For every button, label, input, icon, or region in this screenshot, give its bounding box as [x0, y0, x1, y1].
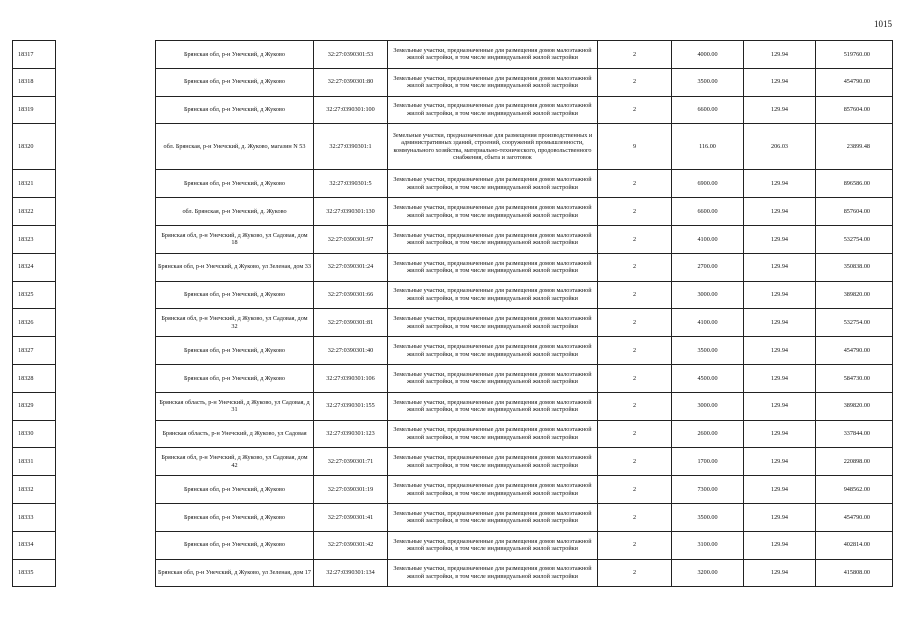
cadastral-number-cell: 32:27:0390301:5	[314, 170, 388, 198]
specific-value-cell: 129.94	[744, 531, 816, 559]
cadastral-value-cell: 402814.00	[816, 531, 893, 559]
area-cell: 1700.00	[672, 448, 744, 476]
cadastral-number-cell: 32:27:0390301:66	[314, 281, 388, 309]
address-cell: Брянская обл, р-н Унечский, д Жуково	[156, 476, 314, 504]
group-number-cell: 2	[598, 96, 672, 124]
land-use-cell: Земельные участки, предназначенные для размещения домов малоэтажной жилой застройки, в том числе индивидуальной жилой застройки	[388, 503, 598, 531]
cadastral-number-cell: 32:27:0390301:106	[314, 364, 388, 392]
land-use-cell: Земельные участки, предназначенные для размещения домов малоэтажной жилой застройки, в том числе индивидуальной жилой застройки	[388, 337, 598, 365]
group-number-cell: 2	[598, 281, 672, 309]
blank-cell	[56, 281, 156, 309]
cadastral-value-cell: 389820.00	[816, 392, 893, 420]
blank-cell	[56, 392, 156, 420]
table-row	[13, 96, 893, 124]
cadastral-value-cell: 948562.00	[816, 476, 893, 504]
group-number-cell: 2	[598, 198, 672, 226]
group-number-cell: 2	[598, 392, 672, 420]
area-cell: 6600.00	[672, 198, 744, 226]
row-number-cell: 18330	[13, 420, 56, 448]
group-number-cell: 2	[598, 364, 672, 392]
area-cell: 3200.00	[672, 559, 744, 587]
specific-value-cell: 129.94	[744, 170, 816, 198]
table-row	[13, 559, 893, 587]
land-use-cell: Земельные участки, предназначенные для размещения домов малоэтажной жилой застройки, в том числе индивидуальной жилой застройки	[388, 41, 598, 69]
blank-cell	[56, 420, 156, 448]
address-cell: Брянская обл, р-н Унечский, д Жуково	[156, 364, 314, 392]
row-number-cell: 18320	[13, 124, 56, 170]
area-cell: 4100.00	[672, 309, 744, 337]
cadastral-number-cell: 32:27:0390301:97	[314, 225, 388, 253]
specific-value-cell: 129.94	[744, 225, 816, 253]
specific-value-cell: 129.94	[744, 364, 816, 392]
cadastral-value-cell: 23899.48	[816, 124, 893, 170]
cadastral-value-table	[12, 40, 893, 587]
group-number-cell: 2	[598, 337, 672, 365]
address-cell: Брянская обл, р-н Унечский, д Жуково, ул Садовая, дом 42	[156, 448, 314, 476]
table-row	[13, 448, 893, 476]
land-use-cell: Земельные участки, предназначенные для размещения домов малоэтажной жилой застройки, в том числе индивидуальной жилой застройки	[388, 225, 598, 253]
cadastral-value-cell: 454790.00	[816, 503, 893, 531]
blank-cell	[56, 531, 156, 559]
row-number-cell: 18318	[13, 68, 56, 96]
table-row	[13, 531, 893, 559]
group-number-cell: 2	[598, 225, 672, 253]
area-cell: 3000.00	[672, 281, 744, 309]
land-use-cell: Земельные участки, предназначенные для размещения домов малоэтажной жилой застройки, в том числе индивидуальной жилой застройки	[388, 309, 598, 337]
address-cell: Брянская обл, р-н Унечский, д Жуково	[156, 337, 314, 365]
table-row	[13, 364, 893, 392]
group-number-cell: 2	[598, 448, 672, 476]
specific-value-cell: 129.94	[744, 41, 816, 69]
table-row	[13, 68, 893, 96]
area-cell: 2600.00	[672, 420, 744, 448]
row-number-cell: 18321	[13, 170, 56, 198]
group-number-cell: 2	[598, 503, 672, 531]
address-cell: Брянская обл, р-н Унечский, д Жуково	[156, 41, 314, 69]
cadastral-value-cell: 532754.00	[816, 309, 893, 337]
cadastral-value-cell: 532754.00	[816, 225, 893, 253]
area-cell: 116.00	[672, 124, 744, 170]
table-row	[13, 309, 893, 337]
land-use-cell: Земельные участки, предназначенные для размещения домов малоэтажной жилой застройки, в том числе индивидуальной жилой застройки	[388, 476, 598, 504]
cadastral-value-cell: 350838.00	[816, 253, 893, 281]
row-number-cell: 18332	[13, 476, 56, 504]
address-cell: Брянская обл, р-н Унечский, д Жуково, ул Садовая, дом 18	[156, 225, 314, 253]
table-row	[13, 281, 893, 309]
group-number-cell: 2	[598, 309, 672, 337]
row-number-cell: 18317	[13, 41, 56, 69]
cadastral-number-cell: 32:27:0390301:24	[314, 253, 388, 281]
row-number-cell: 18326	[13, 309, 56, 337]
cadastral-value-cell: 389820.00	[816, 281, 893, 309]
specific-value-cell: 129.94	[744, 309, 816, 337]
cadastral-number-cell: 32:27:0390301:81	[314, 309, 388, 337]
blank-cell	[56, 124, 156, 170]
specific-value-cell: 129.94	[744, 392, 816, 420]
blank-cell	[56, 503, 156, 531]
cadastral-number-cell: 32:27:0390301:40	[314, 337, 388, 365]
row-number-cell: 18324	[13, 253, 56, 281]
cadastral-number-cell: 32:27:0390301:123	[314, 420, 388, 448]
area-cell: 6900.00	[672, 170, 744, 198]
land-use-cell: Земельные участки, предназначенные для размещения домов малоэтажной жилой застройки, в том числе индивидуальной жилой застройки	[388, 253, 598, 281]
address-cell: Брянская обл, р-н Унечский, д Жуково	[156, 503, 314, 531]
group-number-cell: 2	[598, 68, 672, 96]
row-number-cell: 18331	[13, 448, 56, 476]
specific-value-cell: 129.94	[744, 281, 816, 309]
blank-cell	[56, 559, 156, 587]
blank-cell	[56, 170, 156, 198]
table-row	[13, 503, 893, 531]
specific-value-cell: 206.03	[744, 124, 816, 170]
group-number-cell: 2	[598, 531, 672, 559]
group-number-cell: 2	[598, 41, 672, 69]
blank-cell	[56, 96, 156, 124]
cadastral-number-cell: 32:27:0390301:100	[314, 96, 388, 124]
row-number-cell: 18328	[13, 364, 56, 392]
cadastral-value-cell: 857604.00	[816, 198, 893, 226]
cadastral-number-cell: 32:27:0390301:130	[314, 198, 388, 226]
row-number-cell: 18327	[13, 337, 56, 365]
address-cell: обл. Брянская, р-н Унечский, д. Жуково	[156, 198, 314, 226]
table-row	[13, 225, 893, 253]
cadastral-number-cell: 32:27:0390301:53	[314, 41, 388, 69]
cadastral-value-cell: 896586.00	[816, 170, 893, 198]
area-cell: 4100.00	[672, 225, 744, 253]
specific-value-cell: 129.94	[744, 253, 816, 281]
area-cell: 6600.00	[672, 96, 744, 124]
address-cell: Брянская обл, р-н Унечский, д Жуково	[156, 96, 314, 124]
table-row	[13, 337, 893, 365]
land-use-cell: Земельные участки, предназначенные для размещения домов малоэтажной жилой застройки, в том числе индивидуальной жилой застройки	[388, 198, 598, 226]
area-cell: 3500.00	[672, 503, 744, 531]
table-row	[13, 170, 893, 198]
specific-value-cell: 129.94	[744, 198, 816, 226]
specific-value-cell: 129.94	[744, 448, 816, 476]
cadastral-number-cell: 32:27:0390301:42	[314, 531, 388, 559]
specific-value-cell: 129.94	[744, 68, 816, 96]
blank-cell	[56, 68, 156, 96]
land-use-cell: Земельные участки, предназначенные для размещения домов малоэтажной жилой застройки, в том числе индивидуальной жилой застройки	[388, 420, 598, 448]
address-cell: Брянская обл, р-н Унечский, д Жуково	[156, 531, 314, 559]
row-number-cell: 18335	[13, 559, 56, 587]
blank-cell	[56, 364, 156, 392]
land-use-cell: Земельные участки, предназначенные для размещения домов малоэтажной жилой застройки, в том числе индивидуальной жилой застройки	[388, 96, 598, 124]
area-cell: 3500.00	[672, 337, 744, 365]
cadastral-number-cell: 32:27:0390301:19	[314, 476, 388, 504]
land-use-cell: Земельные участки, предназначенные для размещения производственных и административных зданий, строений, сооружений промышленности, коммунального хозяйства, материально-технического, продовольственного снабжения, сбыта и заготовок	[388, 124, 598, 170]
blank-cell	[56, 198, 156, 226]
address-cell: Брянская обл, р-н Унечский, д Жуково, ул Зеленая, дом 33	[156, 253, 314, 281]
table-row	[13, 476, 893, 504]
table-body	[13, 41, 893, 587]
group-number-cell: 2	[598, 170, 672, 198]
address-cell: Брянская обл, р-н Унечский, д Жуково	[156, 68, 314, 96]
address-cell: Брянская обл, р-н Унечский, д Жуково	[156, 170, 314, 198]
cadastral-number-cell: 32:27:0390301:1	[314, 124, 388, 170]
table-row	[13, 124, 893, 170]
address-cell: Брянская область, р-н Унечский, д Жуково, ул Садовая	[156, 420, 314, 448]
land-use-cell: Земельные участки, предназначенные для размещения домов малоэтажной жилой застройки, в том числе индивидуальной жилой застройки	[388, 170, 598, 198]
group-number-cell: 2	[598, 253, 672, 281]
cadastral-value-cell: 857604.00	[816, 96, 893, 124]
land-use-cell: Земельные участки, предназначенные для размещения домов малоэтажной жилой застройки, в том числе индивидуальной жилой застройки	[388, 281, 598, 309]
cadastral-value-cell: 454790.00	[816, 337, 893, 365]
cadastral-value-cell: 454790.00	[816, 68, 893, 96]
area-cell: 7300.00	[672, 476, 744, 504]
blank-cell	[56, 41, 156, 69]
area-cell: 4500.00	[672, 364, 744, 392]
blank-cell	[56, 337, 156, 365]
land-use-cell: Земельные участки, предназначенные для размещения домов малоэтажной жилой застройки, в том числе индивидуальной жилой застройки	[388, 364, 598, 392]
address-cell: Брянская обл, р-н Унечский, д Жуково, ул Садовая, дом 32	[156, 309, 314, 337]
blank-cell	[56, 253, 156, 281]
specific-value-cell: 129.94	[744, 420, 816, 448]
table-row	[13, 253, 893, 281]
cadastral-value-cell: 220898.00	[816, 448, 893, 476]
cadastral-value-cell: 584730.00	[816, 364, 893, 392]
specific-value-cell: 129.94	[744, 337, 816, 365]
address-cell: обл. Брянская, р-н Унечский, д. Жуково, магазин N 53	[156, 124, 314, 170]
row-number-cell: 18333	[13, 503, 56, 531]
cadastral-number-cell: 32:27:0390301:41	[314, 503, 388, 531]
area-cell: 3000.00	[672, 392, 744, 420]
cadastral-value-cell: 519760.00	[816, 41, 893, 69]
table-row	[13, 41, 893, 69]
land-use-cell: Земельные участки, предназначенные для размещения домов малоэтажной жилой застройки, в том числе индивидуальной жилой застройки	[388, 68, 598, 96]
area-cell: 4000.00	[672, 41, 744, 69]
blank-cell	[56, 225, 156, 253]
area-cell: 3100.00	[672, 531, 744, 559]
address-cell: Брянская обл, р-н Унечский, д Жуково, ул Зеленая, дом 17	[156, 559, 314, 587]
specific-value-cell: 129.94	[744, 503, 816, 531]
table-row	[13, 420, 893, 448]
group-number-cell: 2	[598, 476, 672, 504]
row-number-cell: 18323	[13, 225, 56, 253]
table-row	[13, 392, 893, 420]
address-cell: Брянская область, р-н Унечский, д Жуково, ул Садовая, д 31	[156, 392, 314, 420]
land-use-cell: Земельные участки, предназначенные для размещения домов малоэтажной жилой застройки, в том числе индивидуальной жилой застройки	[388, 448, 598, 476]
cadastral-number-cell: 32:27:0390301:71	[314, 448, 388, 476]
blank-cell	[56, 476, 156, 504]
blank-cell	[56, 309, 156, 337]
cadastral-number-cell: 32:27:0390301:80	[314, 68, 388, 96]
group-number-cell: 2	[598, 420, 672, 448]
cadastral-number-cell: 32:27:0390301:134	[314, 559, 388, 587]
land-use-cell: Земельные участки, предназначенные для размещения домов малоэтажной жилой застройки, в том числе индивидуальной жилой застройки	[388, 531, 598, 559]
cadastral-value-cell: 415808.00	[816, 559, 893, 587]
specific-value-cell: 129.94	[744, 96, 816, 124]
specific-value-cell: 129.94	[744, 559, 816, 587]
blank-cell	[56, 448, 156, 476]
area-cell: 3500.00	[672, 68, 744, 96]
row-number-cell: 18319	[13, 96, 56, 124]
table-row	[13, 198, 893, 226]
specific-value-cell: 129.94	[744, 476, 816, 504]
address-cell: Брянская обл, р-н Унечский, д Жуково	[156, 281, 314, 309]
row-number-cell: 18325	[13, 281, 56, 309]
group-number-cell: 9	[598, 124, 672, 170]
page-number: 1015	[874, 19, 892, 29]
row-number-cell: 18329	[13, 392, 56, 420]
cadastral-value-cell: 337844.00	[816, 420, 893, 448]
cadastral-number-cell: 32:27:0390301:155	[314, 392, 388, 420]
group-number-cell: 2	[598, 559, 672, 587]
row-number-cell: 18322	[13, 198, 56, 226]
land-use-cell: Земельные участки, предназначенные для размещения домов малоэтажной жилой застройки, в том числе индивидуальной жилой застройки	[388, 392, 598, 420]
area-cell: 2700.00	[672, 253, 744, 281]
land-use-cell: Земельные участки, предназначенные для размещения домов малоэтажной жилой застройки, в том числе индивидуальной жилой застройки	[388, 559, 598, 587]
row-number-cell: 18334	[13, 531, 56, 559]
